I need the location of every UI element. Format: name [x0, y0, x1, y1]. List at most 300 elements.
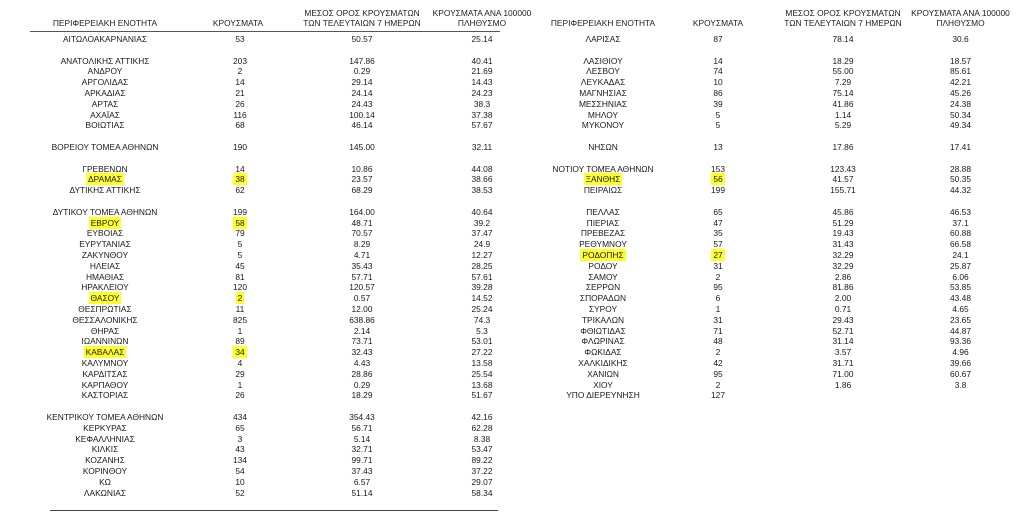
per100k-cell: 44.08 [471, 163, 493, 174]
table-row [538, 66, 1018, 76]
per100k-cell: 57.67 [471, 120, 493, 131]
cases-cell: 2 [715, 347, 721, 358]
cases-cell: 65 [713, 206, 723, 217]
table-row [538, 347, 1018, 357]
table-row [538, 293, 1018, 303]
per100k-cell: 39.66 [950, 358, 971, 368]
cases-cell: 4 [237, 358, 243, 368]
table-row [30, 34, 510, 44]
per100k-cell: 23.65 [950, 314, 971, 325]
avg7-cell: 32.71 [351, 444, 373, 455]
avg7-cell: 31.43 [832, 239, 854, 250]
per100k-cell: 37.22 [471, 466, 493, 476]
per100k-cell: 39.2 [473, 217, 491, 228]
per100k-cell: 14.52 [471, 293, 493, 304]
cases-cell: 87 [713, 34, 723, 44]
per100k-cell: 6.06 [952, 271, 969, 282]
per100k-cell: 39.28 [471, 282, 493, 293]
region-cell: ΞΑΝΘΗΣ [585, 174, 621, 185]
region-cell: ΔΡΑΜΑΣ [88, 174, 122, 185]
region-cell: ΦΩΚΙΔΑΣ [584, 347, 622, 358]
header-cases: ΚΡΟΥΣΜΑΤΑ [212, 18, 264, 28]
per100k-cell: 25.87 [950, 260, 971, 271]
per100k-cell: 60.88 [950, 228, 971, 239]
per100k-cell: 24.23 [471, 88, 493, 98]
per100k-cell: 44.32 [950, 185, 971, 196]
cases-cell: 5 [237, 239, 243, 250]
cases-cell: 52 [235, 487, 245, 498]
cases-cell: 26 [235, 98, 245, 109]
region-cell: ΛΑΡΙΣΑΣ [585, 34, 621, 44]
cases-cell: 116 [233, 109, 247, 120]
avg7-cell: 71.00 [832, 368, 854, 379]
table-row [30, 380, 510, 390]
region-cell: ΣΑΜΟΥ [588, 271, 618, 282]
region-cell: ΡΟΔΟΠΗΣ [582, 250, 624, 260]
cases-cell: 190 [233, 142, 247, 152]
table-row [30, 207, 510, 217]
table-row [30, 250, 510, 260]
table-row [538, 120, 1018, 130]
cases-cell: 127 [711, 390, 725, 401]
per100k-cell: 43.48 [950, 293, 971, 304]
per100k-cell: 13.68 [471, 379, 493, 390]
cases-cell: 57 [713, 239, 723, 250]
avg7-cell: 78.14 [832, 34, 854, 44]
per100k-cell: 3.8 [954, 379, 967, 390]
region-cell: ΚΑΡΠΑΘΟΥ [81, 379, 129, 390]
region-cell: ΚΟΖΑΝΗΣ [85, 455, 125, 466]
avg7-cell: 638.86 [349, 314, 375, 325]
table-row [30, 444, 510, 454]
per100k-cell: 42.16 [471, 412, 493, 422]
avg7-cell: 10.86 [351, 163, 373, 174]
region-cell: ΣΕΡΡΩΝ [585, 282, 621, 293]
avg7-cell: 81.86 [832, 282, 854, 293]
cases-cell: 35 [713, 228, 723, 239]
avg7-cell: 48.71 [351, 217, 373, 228]
cases-cell: 54 [235, 466, 245, 476]
table-row [538, 369, 1018, 379]
table-row [538, 390, 1018, 400]
table-row [538, 56, 1018, 66]
region-cell: ΑΡΚΑΔΙΑΣ [84, 88, 126, 98]
avg7-cell: 1.14 [834, 109, 852, 120]
region-cell: ΚΑΛΥΜΝΟΥ [81, 358, 129, 368]
table-row [538, 142, 1018, 152]
cases-cell: 11 [235, 304, 245, 314]
avg7-cell: 24.43 [351, 98, 373, 109]
table-row [30, 120, 510, 130]
avg7-cell: 37.43 [351, 466, 373, 476]
cases-cell: 1 [237, 379, 243, 390]
cases-cell: 14 [235, 163, 245, 174]
per100k-cell: 51.67 [471, 390, 493, 401]
per100k-cell: 24.38 [950, 98, 971, 109]
region-cell: ΓΡΕΒΕΝΩΝ [82, 163, 128, 174]
header-region: ΠΕΡΙΦΕΡΕΙΑΚΗ ΕΝΟΤΗΤΑ [52, 18, 158, 28]
avg7-cell: 32.29 [832, 250, 854, 260]
avg7-cell: 50.57 [351, 34, 373, 44]
avg7-cell: 51.29 [832, 217, 854, 228]
cases-cell: 48 [713, 336, 723, 347]
avg7-cell: 3.57 [834, 347, 852, 358]
per100k-cell: 18.57 [950, 55, 971, 66]
table-row [538, 218, 1018, 228]
avg7-cell: 19.43 [832, 228, 854, 239]
table-row [30, 347, 510, 357]
region-cell: ΚΕΝΤΡΙΚΟΥ ΤΟΜΕΑ ΑΘΗΝΩΝ [46, 412, 164, 422]
per100k-cell: 37.47 [471, 228, 493, 239]
region-cell: ΣΥΡΟΥ [588, 304, 618, 314]
region-cell: ΒΟΙΩΤΙΑΣ [85, 120, 125, 131]
table-row [30, 77, 510, 87]
table-row [538, 315, 1018, 325]
avg7-cell: 145.00 [349, 142, 375, 152]
table-row [538, 239, 1018, 249]
per100k-cell: 53.01 [471, 336, 493, 347]
avg7-cell: 41.57 [832, 174, 854, 185]
region-cell: ΑΙΤΩΛΟΑΚΑΡΝΑΝΙΑΣ [62, 34, 148, 44]
per100k-cell: 38.66 [471, 174, 493, 185]
avg7-cell: 45.86 [832, 206, 854, 217]
table-row [30, 390, 510, 400]
cases-cell: 434 [233, 412, 247, 422]
per100k-cell: 25.14 [471, 34, 493, 44]
table-row [30, 272, 510, 282]
table-row [30, 434, 510, 444]
table-row [538, 380, 1018, 390]
region-cell: ΙΩΑΝΝΙΝΩΝ [81, 336, 129, 347]
cases-cell: 53 [235, 34, 245, 44]
region-cell: ΤΡΙΚΑΛΩΝ [581, 314, 625, 325]
table-row [538, 174, 1018, 184]
table-row [30, 477, 510, 487]
cases-cell: 203 [233, 55, 247, 66]
cases-cell: 42 [713, 358, 723, 368]
per100k-cell: 24.9 [473, 239, 491, 250]
per100k-cell: 85.61 [950, 66, 971, 77]
avg7-cell: 2.14 [353, 325, 371, 336]
cases-cell: 31 [713, 314, 723, 325]
cases-cell: 34 [235, 347, 245, 358]
avg7-cell: 24.14 [351, 88, 373, 98]
avg7-cell: 4.43 [353, 358, 371, 368]
table-row [538, 34, 1018, 44]
header-avg7: ΜΕΣΟΣ ΟΡΟΣ ΚΡΟΥΣΜΑΤΩΝ ΤΩΝ ΤΕΛΕΥΤΑΙΩΝ 7 ΗΜΕΡΩΝ [784, 8, 902, 28]
region-cell: ΡΟΔΟΥ [588, 260, 618, 271]
cases-cell: 2 [237, 66, 243, 77]
per100k-cell: 53.85 [950, 282, 971, 293]
region-cell: ΔΥΤΙΚΟΥ ΤΟΜΕΑ ΑΘΗΝΩΝ [52, 206, 158, 217]
per100k-cell: 17.41 [950, 142, 971, 152]
avg7-cell: 41.86 [832, 98, 854, 109]
avg7-cell: 31.14 [832, 336, 854, 347]
per100k-cell: 38.3 [473, 98, 491, 109]
region-cell: ΠΙΕΡΙΑΣ [586, 217, 620, 228]
table-row [538, 185, 1018, 195]
table-row [538, 110, 1018, 120]
per100k-cell: 38.53 [471, 185, 493, 196]
table-row [30, 282, 510, 292]
cases-cell: 134 [233, 455, 247, 466]
avg7-cell: 4.71 [353, 250, 371, 260]
region-cell: ΚΑΡΔΙΤΣΑΣ [82, 368, 128, 379]
avg7-cell: 29.14 [351, 77, 373, 88]
region-cell: ΕΥΡΥΤΑΝΙΑΣ [79, 239, 131, 250]
region-cell: ΣΠΟΡΑΔΩΝ [579, 293, 627, 304]
avg7-cell: 57.71 [351, 271, 373, 282]
table-row [538, 326, 1018, 336]
region-cell: ΥΠΟ ΔΙΕΡΕΥΝΗΣΗ [566, 390, 640, 401]
table-row [30, 369, 510, 379]
table-row [30, 99, 510, 109]
table-row [538, 164, 1018, 174]
header-per100k: ΚΡΟΥΣΜΑΤΑ ΑΝΑ 100000 ΠΛΗΘΥΣΜΟ [432, 8, 532, 28]
cases-cell: 38 [235, 174, 245, 185]
table-row [30, 455, 510, 465]
region-cell: ΘΗΡΑΣ [90, 325, 120, 336]
avg7-cell: 123.43 [830, 163, 856, 174]
cases-cell: 13 [713, 142, 723, 152]
cases-cell: 95 [713, 368, 723, 379]
per100k-cell: 32.11 [471, 142, 493, 152]
avg7-cell: 155.71 [830, 185, 856, 196]
per100k-cell: 66.58 [950, 239, 971, 250]
table-row [538, 228, 1018, 238]
region-cell: ΑΝΔΡΟΥ [87, 66, 123, 77]
per100k-cell: 25.54 [471, 368, 493, 379]
cases-cell: 27 [713, 250, 723, 260]
cases-cell: 199 [711, 185, 725, 196]
bottom-rule [50, 510, 498, 511]
avg7-cell: 147.86 [349, 55, 375, 66]
per100k-cell: 40.41 [471, 55, 493, 66]
avg7-cell: 99.71 [351, 455, 373, 466]
per100k-cell: 12.27 [471, 250, 493, 260]
cases-cell: 5 [715, 120, 721, 131]
cases-cell: 89 [235, 336, 245, 347]
avg7-cell: 0.29 [353, 379, 371, 390]
avg7-cell: 1.86 [834, 379, 852, 390]
cases-cell: 81 [235, 271, 245, 282]
per100k-cell: 58.34 [471, 487, 493, 498]
table-row [30, 488, 510, 498]
avg7-cell: 2.00 [834, 293, 852, 304]
avg7-cell: 52.71 [832, 325, 854, 336]
per100k-cell: 46.53 [950, 206, 971, 217]
per100k-cell: 42.21 [950, 77, 971, 88]
avg7-cell: 18.29 [351, 390, 373, 401]
table-row [30, 466, 510, 476]
cases-cell: 29 [235, 368, 245, 379]
region-cell: ΒΟΡΕΙΟΥ ΤΟΜΕΑ ΑΘΗΝΩΝ [51, 142, 159, 152]
region-cell: ΛΕΣΒΟΥ [586, 66, 620, 77]
per100k-cell: 8.38 [473, 433, 491, 444]
table-row [30, 304, 510, 314]
cases-cell: 5 [237, 250, 243, 260]
avg7-cell: 55.00 [832, 66, 854, 77]
avg7-cell: 164.00 [349, 206, 375, 217]
per100k-cell: 37.38 [471, 109, 493, 120]
cases-cell: 825 [233, 314, 247, 325]
per100k-cell: 30.6 [952, 34, 969, 44]
cases-cell: 153 [711, 163, 725, 174]
region-cell: ΝΟΤΙΟΥ ΤΟΜΕΑ ΑΘΗΝΩΝ [552, 163, 654, 174]
avg7-cell: 23.57 [351, 174, 373, 185]
cases-cell: 26 [235, 390, 245, 401]
cases-cell: 79 [235, 228, 245, 239]
avg7-cell: 75.14 [832, 88, 854, 98]
per100k-cell: 49.34 [950, 120, 971, 131]
cases-cell: 56 [713, 174, 723, 185]
per100k-cell: 50.34 [950, 109, 971, 120]
cases-cell: 3 [237, 433, 243, 444]
per100k-cell: 53.47 [471, 444, 493, 455]
per100k-cell: 14.43 [471, 77, 493, 88]
cases-cell: 47 [713, 217, 723, 228]
cases-cell: 58 [235, 217, 245, 228]
region-cell: ΕΥΒΟΙΑΣ [86, 228, 124, 239]
avg7-cell: 18.29 [832, 55, 854, 66]
table-row [30, 412, 510, 422]
table-row [30, 218, 510, 228]
avg7-cell: 2.86 [834, 271, 852, 282]
per100k-cell: 37.1 [952, 217, 969, 228]
per100k-cell: 21.69 [471, 66, 493, 77]
header-per100k: ΚΡΟΥΣΜΑΤΑ ΑΝΑ 100000 ΠΛΗΘΥΣΜΟ [911, 8, 1010, 28]
region-cell: ΜΑΓΝΗΣΙΑΣ [579, 88, 627, 98]
avg7-cell: 70.57 [351, 228, 373, 239]
cases-cell: 14 [713, 55, 723, 66]
table-row [30, 336, 510, 346]
per100k-cell: 28.88 [950, 163, 971, 174]
table-row [30, 66, 510, 76]
region-cell: ΚΩ [99, 476, 111, 487]
region-cell: ΠΕΛΛΑΣ [586, 206, 620, 217]
per100k-cell: 25.24 [471, 304, 493, 314]
per100k-cell: 4.96 [952, 347, 969, 358]
avg7-cell: 6.57 [353, 476, 371, 487]
table-row [538, 282, 1018, 292]
region-cell: ΑΝΑΤΟΛΙΚΗΣ ΑΤΤΙΚΗΣ [60, 55, 150, 66]
region-cell: ΧΑΝΙΩΝ [587, 368, 619, 379]
avg7-cell: 0.57 [353, 293, 371, 304]
table-row [538, 207, 1018, 217]
per100k-cell: 5.3 [476, 325, 488, 336]
region-cell: ΠΕΙΡΑΙΩΣ [583, 185, 623, 196]
avg7-cell: 56.71 [351, 422, 373, 433]
table-row [538, 336, 1018, 346]
region-cell: ΗΡΑΚΛΕΙΟΥ [81, 282, 129, 293]
header-avg7: ΜΕΣΟΣ ΟΡΟΣ ΚΡΟΥΣΜΑΤΩΝ ΤΩΝ ΤΕΛΕΥΤΑΙΩΝ 7 ΗΜΕΡΩΝ [303, 8, 421, 28]
per100k-cell: 57.61 [471, 271, 493, 282]
table-row [30, 185, 510, 195]
table-row [30, 326, 510, 336]
per100k-cell: 74.3 [473, 314, 491, 325]
per100k-cell: 29.07 [471, 476, 493, 487]
per100k-cell: 60.67 [950, 368, 971, 379]
table-row [30, 293, 510, 303]
region-cell: ΧΑΛΚΙΔΙΚΗΣ [578, 358, 628, 368]
avg7-cell: 68.29 [351, 185, 373, 196]
cases-cell: 5 [715, 109, 721, 120]
per100k-cell: 24.1 [952, 250, 969, 260]
cases-cell: 2 [237, 293, 243, 304]
region-cell: ΜΕΣΣΗΝΙΑΣ [578, 98, 628, 109]
table-row [538, 88, 1018, 98]
per100k-cell: 62.28 [471, 422, 493, 433]
avg7-cell: 5.29 [834, 120, 852, 131]
region-cell: ΗΜΑΘΙΑΣ [85, 271, 125, 282]
table-row [538, 358, 1018, 368]
cases-cell: 10 [235, 476, 245, 487]
cases-cell: 39 [713, 98, 723, 109]
per100k-cell: 89.22 [471, 455, 493, 466]
cases-cell: 95 [713, 282, 723, 293]
region-cell: ΑΡΤΑΣ [91, 98, 119, 109]
table-row [30, 358, 510, 368]
region-cell: ΗΛΕΙΑΣ [89, 260, 121, 271]
table-row [30, 423, 510, 433]
region-cell: ΚΟΡΙΝΘΟΥ [82, 466, 128, 476]
cases-cell: 2 [715, 379, 721, 390]
region-cell: ΧΙΟΥ [593, 379, 613, 390]
region-cell: ΝΗΣΩΝ [588, 142, 618, 152]
avg7-cell: 5.14 [353, 433, 371, 444]
cases-cell: 1 [715, 304, 721, 314]
cases-cell: 43 [235, 444, 245, 455]
per100k-cell: 93.36 [950, 336, 971, 347]
region-cell: ΛΑΣΙΘΙΟΥ [583, 55, 623, 66]
region-cell: ΛΕΥΚΑΔΑΣ [580, 77, 626, 88]
region-cell: ΘΑΣΟΥ [90, 293, 120, 304]
region-cell: ΦΘΙΩΤΙΔΑΣ [580, 325, 626, 336]
table-row [30, 110, 510, 120]
region-cell: ΡΕΘΥΜΝΟΥ [579, 239, 627, 250]
per100k-cell: 50.35 [950, 174, 971, 185]
region-cell: ΚΕΡΚΥΡΑΣ [83, 422, 127, 433]
per100k-cell: 13.58 [471, 358, 493, 368]
table-row [538, 272, 1018, 282]
avg7-cell: 35.43 [351, 260, 373, 271]
avg7-cell: 8.29 [353, 239, 371, 250]
cases-cell: 74 [713, 66, 723, 77]
table-row [30, 142, 510, 152]
per100k-cell: 44.87 [950, 325, 971, 336]
table-row [538, 261, 1018, 271]
cases-cell: 10 [713, 77, 723, 88]
cases-cell: 199 [233, 206, 247, 217]
region-cell: ΜΥΚΟΝΟΥ [581, 120, 625, 131]
avg7-cell: 31.71 [832, 358, 854, 368]
table-row [30, 228, 510, 238]
region-cell: ΦΛΩΡΙΝΑΣ [581, 336, 625, 347]
region-cell: ΕΒΡΟΥ [90, 217, 120, 228]
table-row [30, 261, 510, 271]
region-cell: ΛΑΚΩΝΙΑΣ [83, 487, 127, 498]
table-row [538, 250, 1018, 260]
region-cell: ΘΕΣΠΡΩΤΙΑΣ [78, 304, 132, 314]
per100k-cell: 45.26 [950, 88, 971, 98]
region-cell: ΑΧΑΪΑΣ [90, 109, 120, 120]
avg7-cell: 120.57 [349, 282, 375, 293]
region-cell: ΚΑΣΤΟΡΙΑΣ [81, 390, 129, 401]
avg7-cell: 7.29 [834, 77, 852, 88]
avg7-cell: 51.14 [351, 487, 373, 498]
region-cell: ΚΕΦΑΛΛΗΝΙΑΣ [75, 433, 135, 444]
avg7-cell: 28.86 [351, 368, 373, 379]
